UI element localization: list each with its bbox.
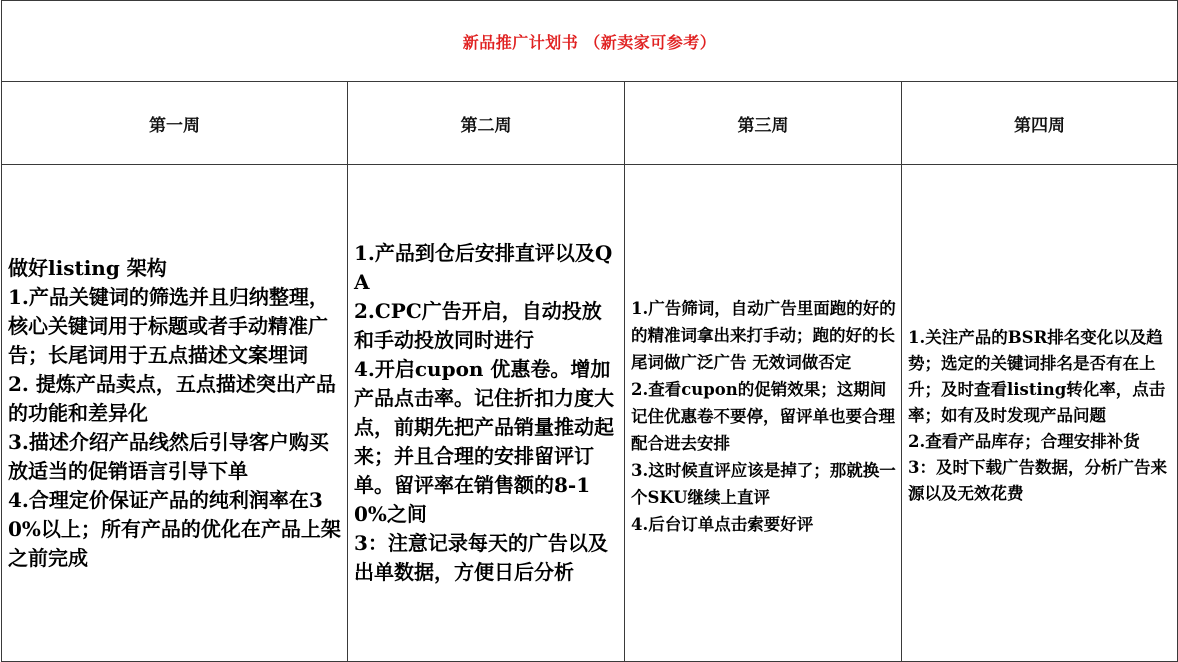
week3-content — [625, 165, 902, 662]
week2-line: 3：注意记录每天的广告以及出单数据，方便日后分析 — [354, 531, 608, 584]
week2-line: 1.产品到仓后安排直评以及QA — [354, 241, 613, 294]
week1-line: 1.产品关键词的筛选并且归纳整理， 核心关键词用于标题或者手动精准广告；长尾词用于五点描述文案埋词 — [8, 284, 329, 367]
week4-line: 2.查看产品库存；合理安排补货 — [908, 432, 1140, 451]
week4-line: 1.关注产品的BSR排名变化以及趋势；选定的关键词排名是否有在上升；及时查看listing转化率，点击率；如有及时发现产品问题 — [908, 328, 1166, 425]
week4-line: 3：及时下载广告数据，分析广告来源以及无效花费 — [908, 458, 1167, 503]
title-row — [2, 1, 1178, 82]
week4-header: 第四周 — [902, 82, 1178, 165]
week2-line: 4.开启cupon 优惠卷。增加产品点击率。记住折扣力度大点，前期先把产品销量推动起来；并且合理的安排留评订单。留评率在销售额的8-10%之间 — [354, 357, 614, 526]
header-row — [2, 82, 1178, 165]
week2-line: 2.CPC广告开启，自动投放和手动投放同时进行 — [354, 299, 602, 352]
week3-line: 3.这时候直评应该是掉了；那就换一个SKU继续上直评 — [631, 460, 896, 507]
plan-title: 新品推广计划书 （新卖家可参考） — [2, 1, 1178, 82]
week2-header: 第二周 — [348, 82, 625, 165]
week3-line: 2.查看cupon的促销效果；这期间记住优惠卷不要停，留评单也要合理配合进去安排 — [631, 379, 895, 453]
week1-line: 2. 提炼产品卖点，五点描述突出产品的功能和差异化 — [8, 371, 336, 425]
week4-content — [902, 165, 1178, 662]
week3-header: 第三周 — [625, 82, 902, 165]
week1-line: 做好listing 架构 — [8, 255, 167, 280]
week1-line: 3.描述介绍产品线然后引导客户购买放适当的促销语言引导下单 — [8, 429, 329, 483]
week3-line: 1.广告筛词，自动广告里面跑的好的的精准词拿出来打手动；跑的好的长尾词做广泛广告 无效词做否定 — [631, 298, 896, 372]
week2-content — [348, 165, 625, 662]
week3-line: 4.后台订单点击索要好评 — [631, 514, 814, 534]
week1-header: 第一周 — [2, 82, 348, 165]
week1-content — [2, 165, 348, 662]
week1-line: 4.合理定价保证产品的纯利润率在30%以上；所有产品的优化在产品上架之前完成 — [8, 487, 341, 570]
content-row — [2, 165, 1178, 662]
promotion-plan-table — [1, 0, 1178, 662]
